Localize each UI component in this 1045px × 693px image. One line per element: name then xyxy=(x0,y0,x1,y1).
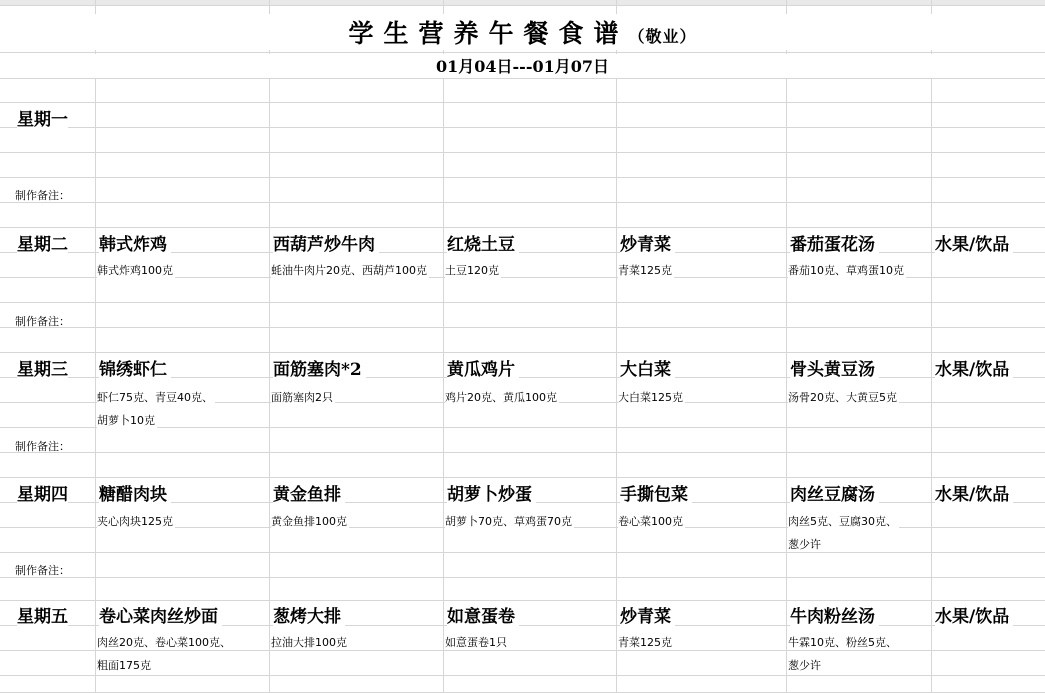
dish-name: 水果/饮品 xyxy=(935,230,1013,255)
grid-row-line xyxy=(0,227,1045,228)
dish-name: 黄瓜鸡片 xyxy=(447,355,519,380)
grid-row-line xyxy=(0,102,1045,103)
day-label: 星期二 xyxy=(17,230,68,255)
ingredient-text: 黄金鱼排100克 xyxy=(271,515,347,528)
ingredient-text: 如意蛋卷1只 xyxy=(445,636,507,649)
dish-name: 水果/饮品 xyxy=(935,602,1013,627)
dish-name: 西葫芦炒牛肉 xyxy=(273,230,379,255)
grid-column-line xyxy=(443,0,444,692)
production-note-label: 制作备注： xyxy=(15,564,70,577)
ingredient-text: 卷心菜100克 xyxy=(618,515,683,528)
ingredient-text: 青菜125克 xyxy=(618,636,672,649)
ingredient-text: 胡萝卜10克 xyxy=(97,414,155,427)
grid-column-line xyxy=(931,0,932,692)
grid-row-line xyxy=(0,352,1045,353)
grid-row-line xyxy=(0,600,1045,601)
ingredient-text: 葱少许 xyxy=(788,659,821,672)
ingredient-text: 青菜125克 xyxy=(618,264,672,277)
dish-name: 炒青菜 xyxy=(620,230,675,255)
production-note-label: 制作备注： xyxy=(15,315,70,328)
ingredient-text: 夹心肉块125克 xyxy=(97,515,173,528)
grid-row-line xyxy=(0,577,1045,578)
dish-name: 番茄蛋花汤 xyxy=(790,230,879,255)
title-text: 学生营养午餐食谱 xyxy=(348,19,629,48)
ingredient-text: 胡萝卜70克、草鸡蛋70克 xyxy=(445,515,572,528)
ingredient-text: 韩式炸鸡100克 xyxy=(97,264,173,277)
grid-row-line xyxy=(0,327,1045,328)
dish-name: 胡萝卜炒蛋 xyxy=(447,480,536,505)
dish-name: 手撕包菜 xyxy=(620,480,692,505)
date-range: 01月04日---01月07日 xyxy=(0,54,1045,78)
dish-name: 黄金鱼排 xyxy=(273,480,345,505)
ingredient-text: 汤骨20克、大黄豆5克 xyxy=(788,391,897,404)
ingredient-text: 拉油大排100克 xyxy=(271,636,347,649)
grid-row-line xyxy=(0,452,1045,453)
grid-row-line xyxy=(0,52,1045,53)
grid-row-line xyxy=(0,152,1045,153)
grid-row-line xyxy=(0,78,1045,79)
ingredient-text: 蚝油牛肉片20克、西葫芦100克 xyxy=(271,264,427,277)
ingredient-text: 粗面175克 xyxy=(97,659,151,672)
grid-row-line xyxy=(0,675,1045,676)
dish-name: 如意蛋卷 xyxy=(447,602,519,627)
grid-row-line xyxy=(0,302,1045,303)
dish-name: 肉丝豆腐汤 xyxy=(790,480,879,505)
dish-name: 水果/饮品 xyxy=(935,355,1013,380)
dish-name: 糖醋肉块 xyxy=(99,480,171,505)
dish-name: 水果/饮品 xyxy=(935,480,1013,505)
day-label: 星期一 xyxy=(17,105,68,130)
ingredient-text: 虾仁75克、青豆40克、 xyxy=(97,391,213,404)
grid-row-line xyxy=(0,127,1045,128)
ingredient-text: 肉丝20克、卷心菜100克、 xyxy=(97,636,231,649)
dish-name: 红烧土豆 xyxy=(447,230,519,255)
grid-row-line xyxy=(0,177,1045,178)
dish-name: 卷心菜肉丝炒面 xyxy=(99,602,222,627)
ingredient-text: 土豆120克 xyxy=(445,264,499,277)
grid-row-line xyxy=(0,202,1045,203)
dish-name: 锦绣虾仁 xyxy=(99,355,171,380)
dish-name: 韩式炸鸡 xyxy=(99,230,171,255)
dish-name: 面筋塞肉*2 xyxy=(273,355,366,380)
dish-name: 牛肉粉丝汤 xyxy=(790,602,879,627)
day-label: 星期五 xyxy=(17,602,68,627)
grid-row-line xyxy=(0,552,1045,553)
day-label: 星期三 xyxy=(17,355,68,380)
production-note-label: 制作备注： xyxy=(15,440,70,453)
grid-row-line xyxy=(0,477,1045,478)
grid-column-line xyxy=(269,0,270,692)
ingredient-text: 肉丝5克、豆腐30克、 xyxy=(788,515,897,528)
grid-row-line xyxy=(0,5,1045,6)
ingredient-text: 大白菜125克 xyxy=(618,391,683,404)
ingredient-text: 鸡片20克、黄瓜100克 xyxy=(445,391,557,404)
production-note-label: 制作备注： xyxy=(15,189,70,202)
day-label: 星期四 xyxy=(17,480,68,505)
menu-title xyxy=(0,14,1045,50)
ingredient-text: 面筋塞肉2只 xyxy=(271,391,333,404)
ingredient-text: 牛霖10克、粉丝5克、 xyxy=(788,636,897,649)
campus-label: （敬业） xyxy=(628,27,697,46)
grid-column-line xyxy=(616,0,617,692)
ingredient-text: 番茄10克、草鸡蛋10克 xyxy=(788,264,904,277)
grid-column-line xyxy=(95,0,96,692)
dish-name: 炒青菜 xyxy=(620,602,675,627)
dish-name: 骨头黄豆汤 xyxy=(790,355,879,380)
grid-row-line xyxy=(0,650,1045,651)
dish-name: 葱烤大排 xyxy=(273,602,345,627)
ingredient-text: 葱少许 xyxy=(788,538,821,551)
dish-name: 大白菜 xyxy=(620,355,675,380)
grid-column-line xyxy=(786,0,787,692)
